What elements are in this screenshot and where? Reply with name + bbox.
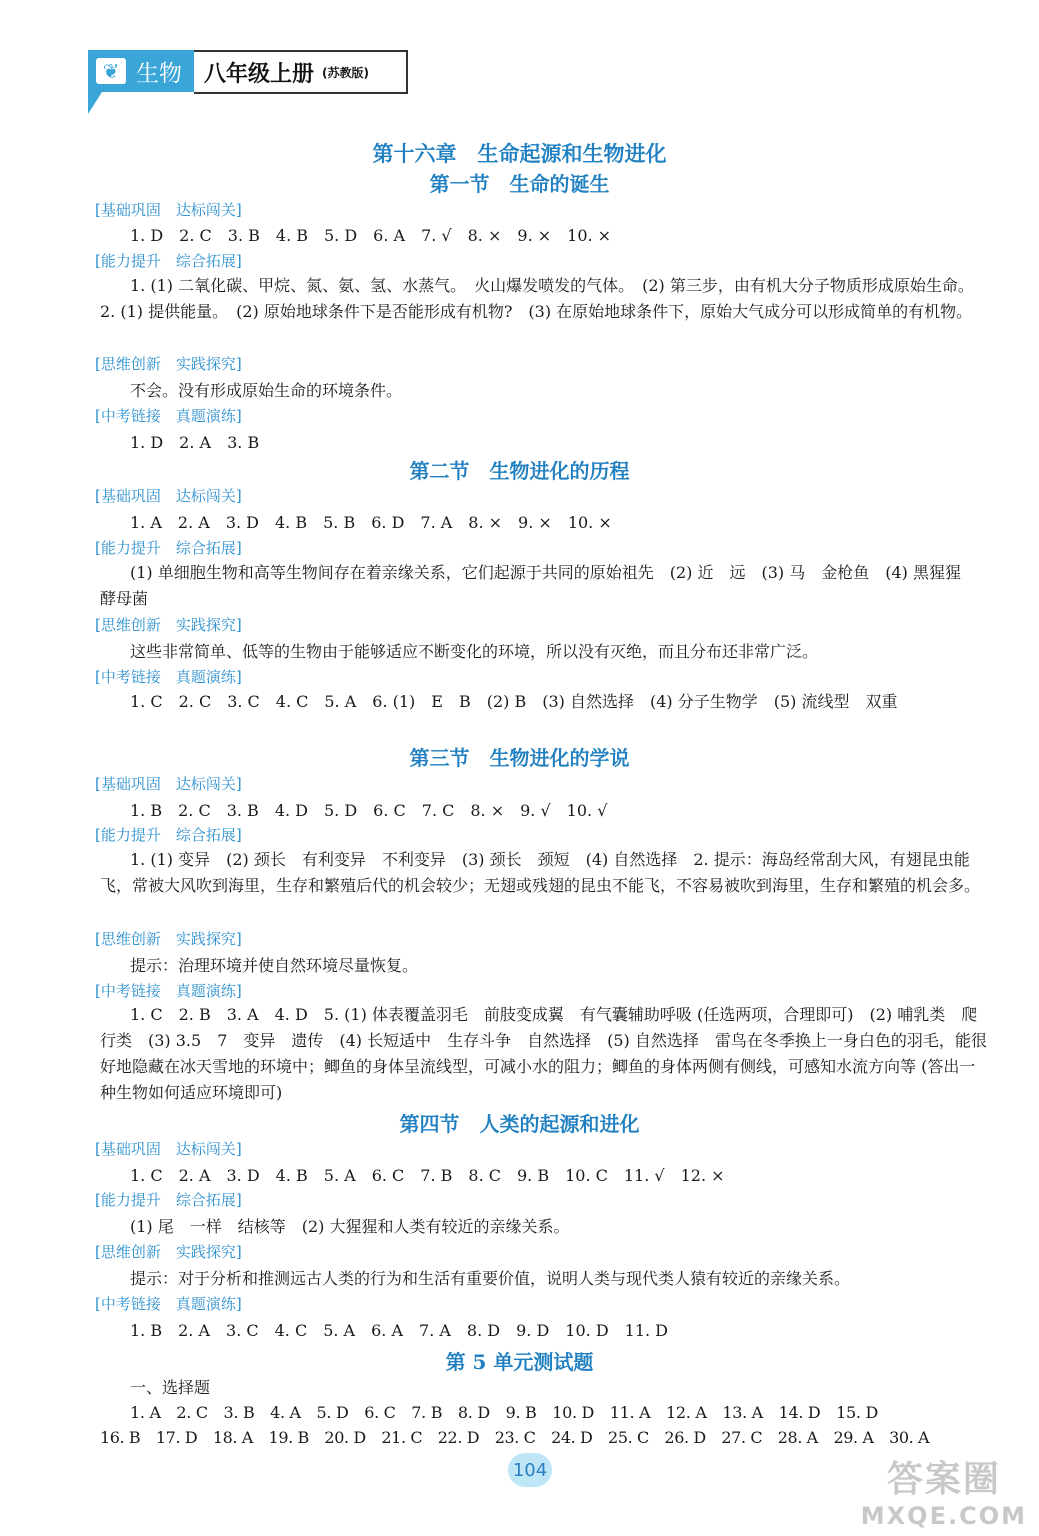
unit-answers-row: 16. B 17. D 18. A 19. B 20. D 21. C 22. D 23. C 24. D 25. C 26. D 27. C 28. A 29. A 30. A — [100, 1428, 930, 1447]
grade-box — [194, 50, 408, 94]
watermark — [861, 1451, 1027, 1530]
answers-ability: 1. (1) 变异 (2) 颈长 有利变异 不利变异 (3) 颈长 颈短 (4) 自然选择 2. 提示：海岛经常刮大风，有翅昆虫能飞，常被大风吹到海里，生存和繁殖后代的机会较少；无翅或残翅的昆虫不能飞，不容易被吹到海里，生存和繁殖的机会多。 — [100, 850, 981, 895]
tag-ability: [能力提升 综合拓展] — [95, 1191, 242, 1209]
answers-exam: 1. C 2. C 3. C 4. C 5. A 6. (1) E B (2) B (3) 自然选择 (4) 分子生物学 (5) 流线型 双重 — [130, 692, 898, 711]
answers-thinking: 提示：对于分析和推测远古人类的行为和生活有重要价值，说明人类与现代类人猿有较近的亲缘关系。 — [130, 1269, 851, 1288]
answers-basic: 1. B 2. C 3. B 4. D 5. D 6. C 7. C 8. × 9. √ 10. √ — [130, 801, 608, 820]
tag-ability: [能力提升 综合拓展] — [95, 539, 242, 557]
section-title: 第四节 人类的起源和进化 — [399, 1112, 640, 1136]
book-header — [88, 50, 408, 92]
answers-exam: 1. D 2. A 3. B — [130, 433, 260, 452]
answers-basic: 1. A 2. A 3. D 4. B 5. B 6. D 7. A 8. × 9. × 10. × — [130, 513, 612, 532]
answers-thinking: 提示：治理环境并使自然环境尽量恢复。 — [130, 956, 419, 975]
subject-badge — [88, 50, 194, 92]
answers-basic: 1. C 2. A 3. D 4. B 5. A 6. C 7. B 8. C 9. B 10. C 11. √ 12. × — [130, 1166, 725, 1185]
tag-exam: [中考链接 真题演练] — [95, 1295, 242, 1313]
tag-exam: [中考链接 真题演练] — [95, 668, 242, 686]
answers-basic: 1. D 2. C 3. B 4. B 5. D 6. A 7. √ 8. × 9. × 10. × — [130, 226, 612, 245]
chapter-title: 第十六章 生命起源和生物进化 — [372, 141, 667, 166]
tag-basic: [基础巩固 达标闯关] — [95, 487, 242, 505]
watermark-line: MXQE.COM — [860, 1502, 1027, 1530]
tag-ability: [能力提升 综合拓展] — [95, 826, 242, 844]
edition-label: (苏教版) — [322, 65, 369, 80]
page-number: 104 — [508, 1453, 552, 1487]
grade-label: 八年级上册 — [204, 61, 315, 87]
leaf-icon: ❦ — [96, 58, 126, 84]
answers-ability: (1) 单细胞生物和高等生物间存在着亲缘关系，它们起源于共同的原始祖先 (2) 近 远 (3) 马 金枪鱼 (4) 黑猩猩 酵母菌 — [100, 563, 978, 608]
section-title: 第一节 生命的诞生 — [429, 172, 610, 196]
answers-exam: 1. B 2. A 3. C 4. C 5. A 6. A 7. A 8. D 9. D 10. D 11. D — [130, 1321, 669, 1340]
watermark-line: 答案圈 — [886, 1459, 1001, 1500]
answers-thinking: 不会。没有形成原始生命的环境条件。 — [130, 381, 403, 400]
tag-thinking: [思维创新 实践探究] — [95, 616, 242, 634]
tag-basic: [基础巩固 达标闯关] — [95, 1140, 242, 1158]
subject-label: 生物 — [136, 60, 182, 87]
unit-part-heading: 一、选择题 — [130, 1378, 211, 1397]
tag-exam: [中考链接 真题演练] — [95, 982, 242, 1000]
unit-answers-row: 1. A 2. C 3. B 4. A 5. D 6. C 7. B 8. D 9. B 10. D 11. A 12. A 13. A 14. D 15. D — [130, 1403, 879, 1422]
unit-test-title: 第 5 单元测试题 — [445, 1350, 594, 1374]
tag-ability: [能力提升 综合拓展] — [95, 252, 242, 270]
section-title: 第二节 生物进化的历程 — [409, 459, 630, 483]
tag-thinking: [思维创新 实践探究] — [95, 930, 242, 948]
tag-basic: [基础巩固 达标闯关] — [95, 201, 242, 219]
answers-ability: (1) 尾 一样 结核等 (2) 大猩猩和人类有较近的亲缘关系。 — [130, 1217, 570, 1236]
tag-thinking: [思维创新 实践探究] — [95, 355, 242, 373]
tag-basic: [基础巩固 达标闯关] — [95, 775, 242, 793]
section-title: 第三节 生物进化的学说 — [409, 746, 630, 770]
answers-ability: 1. (1) 二氧化碳、甲烷、氮、氨、氢、水蒸气。 火山爆发喷发的气体。 (2) 第三步，由有机大分子物质形成原始生命。 2. (1) 提供能量。 (2) 原始地球条件下是否能形成有机物? (3) 在原始地球条件下，原始大气成分可以形成简单的有机物。 — [100, 276, 982, 321]
tag-exam: [中考链接 真题演练] — [95, 407, 242, 425]
header-tail — [88, 92, 102, 114]
tag-thinking: [思维创新 实践探究] — [95, 1243, 242, 1261]
answers-exam: 1. C 2. B 3. A 4. D 5. (1) 体表覆盖羽毛 前肢变成翼 有气囊辅助呼吸 (任选两项，合理即可) (2) 哺乳类 爬行类 (3) 3.5 7 变异 遗传 (4) 长短适中 生存斗争 自然选择 (5) 自然选择 雷鸟在冬季换上一身白色的羽毛，能很好地隐藏在冰天雪地的环境中；鲫鱼的身体呈流线型，可减小水的阻力；鲫鱼的身体两侧有侧线，可感知水流方向等 (答出一种生物如何适应环境即可) — [100, 1005, 987, 1102]
answers-thinking: 这些非常简单、低等的生物由于能够适应不断变化的环境，所以没有灭绝，而且分布还非常广泛。 — [130, 642, 819, 661]
